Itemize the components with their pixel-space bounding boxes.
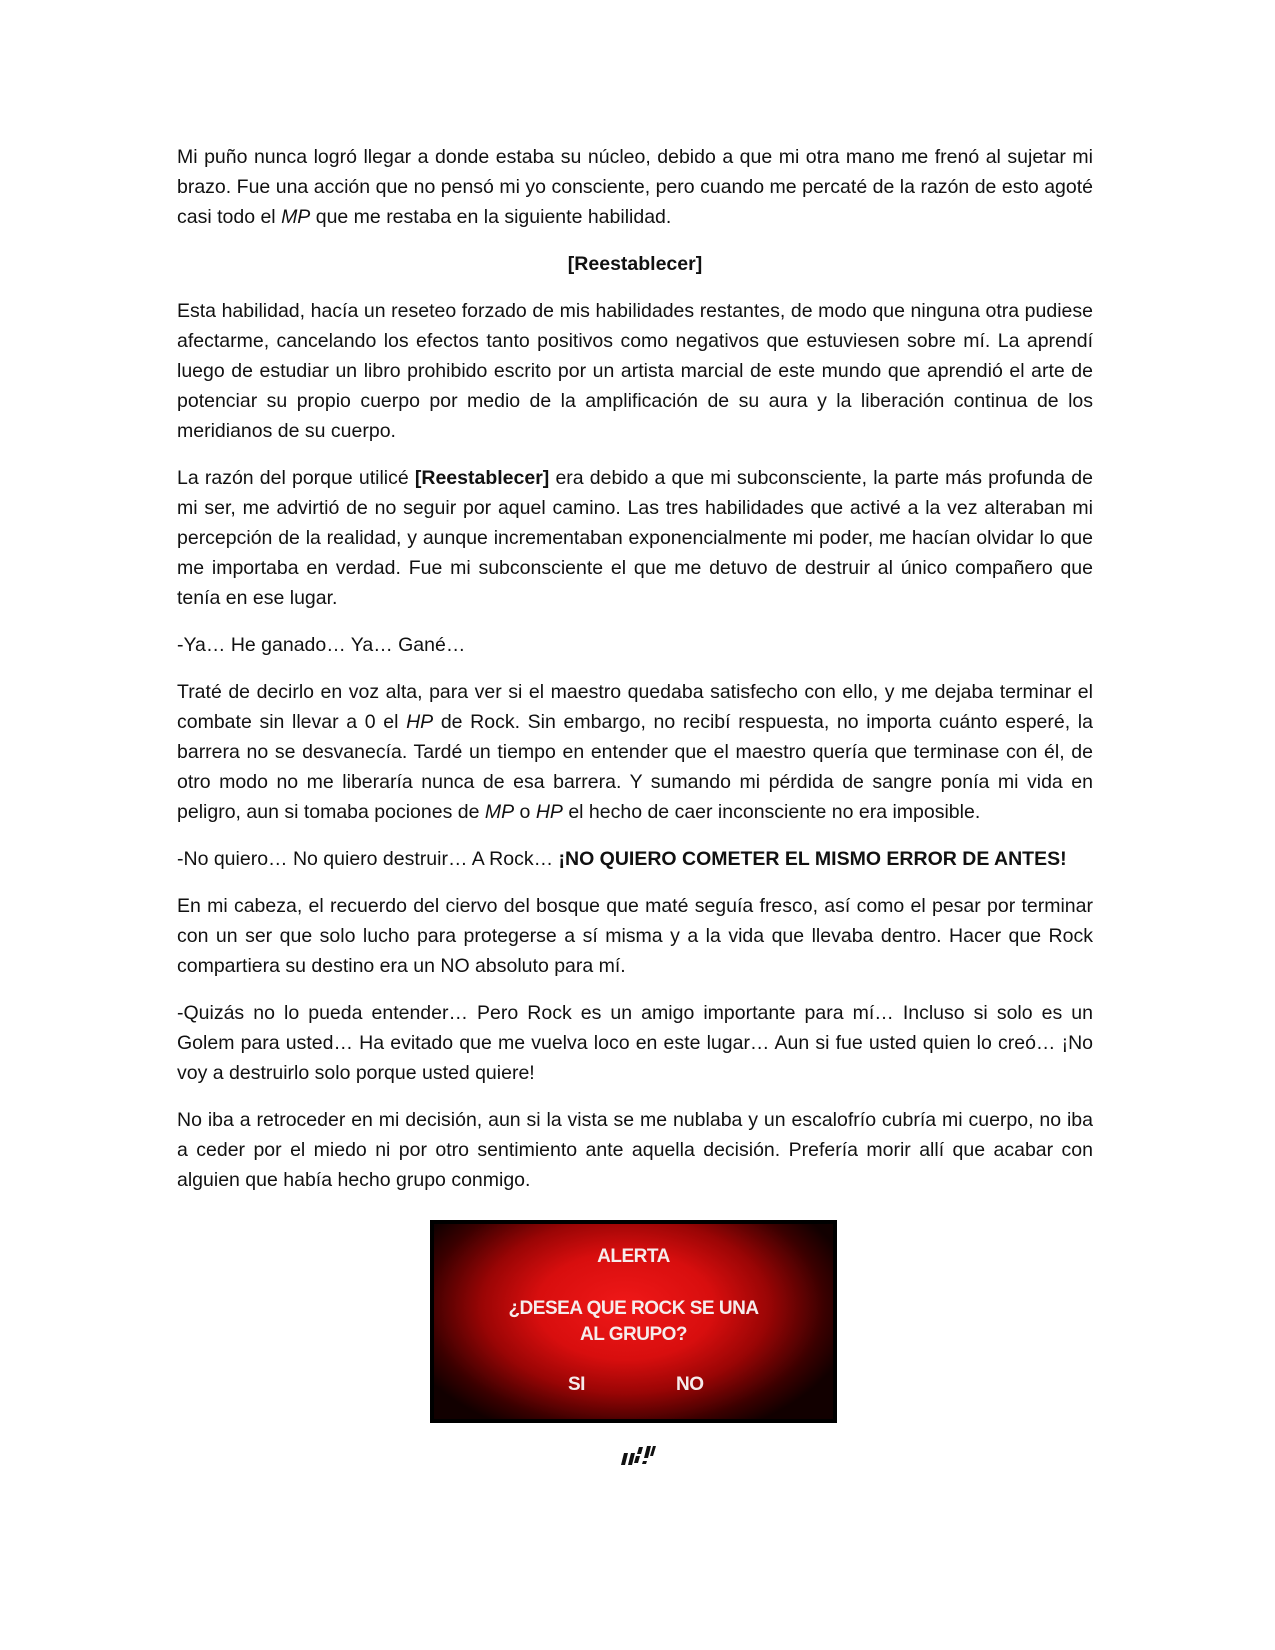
shout-bold: ¡NO QUIERO COMETER EL MISMO ERROR DE ANTES! (558, 848, 1067, 870)
text-segment: Esta habilidad, hacía un reseteo forzado de mis habilidades restantes, de modo que ninguna otra pudiese afectarme, cancelando los efectos tanto positivos como negativos que estuviesen sobre mí. La aprendí luego de estudiar un libro prohibido escrito por un artista marcial de este mundo que aprendió el arte de potenciar su propio cuerpo por medio de la amplificación de su aura y la liberación continua de los meridianos de su cuerpo. (177, 300, 1093, 442)
alert-question-line-1: ¿DESEA QUE ROCK SE UNA (508, 1298, 759, 1319)
alert-question-line-2: AL GRUPO? (579, 1324, 688, 1345)
alert-no-option: NO (676, 1374, 704, 1395)
paragraph-5 (177, 677, 1093, 827)
paragraph-1 (177, 142, 1093, 232)
paragraph-6-dialogue (177, 844, 1093, 874)
alert-title: ALERTA (597, 1246, 670, 1267)
dialogue-line: -No quiero… No quiero destruir… A Rock… (177, 848, 559, 870)
text-segment: Traté de decirlo en voz alta, para ver si el maestro quedaba satisfecho con ello, y me dejaba terminar el combate sin llevar a 0 el (177, 681, 1093, 733)
document-body (177, 142, 1093, 1195)
dialogue-line: -Ya… He ganado… Ya… Gané… (177, 634, 466, 656)
text-segment: el hecho de caer inconsciente no era imposible. (562, 801, 981, 823)
alert-panel (434, 1224, 833, 1419)
paragraph-9 (177, 1105, 1093, 1195)
term-hp: HP (406, 711, 434, 733)
text-segment: o (514, 801, 536, 823)
skill-heading (177, 249, 1093, 279)
skill-heading-text: [Reestablecer] (567, 253, 703, 275)
text-segment: No iba a retroceder en mi decisión, aun si la vista se me nublaba y un escalofrío cubría mi cuerpo, no iba a ceder por el miedo ni por otro sentimiento ante aquella decisión. Prefería morir allí que acabar con alguien que había hecho grupo conmigo. (177, 1109, 1093, 1191)
text-segment: Mi puño nunca logró llegar a donde estaba su núcleo, debido a que mi otra mano me frenó al sujetar mi brazo. Fue una acción que no pensó mi yo consciente, pero cuando me percaté de la razón de esto agoté casi todo el (177, 146, 1093, 228)
text-segment: La razón del porque utilicé (177, 467, 415, 489)
term-mp: MP (484, 801, 515, 823)
paragraph-3 (177, 463, 1093, 613)
paragraph-4-dialogue (177, 630, 1093, 660)
text-segment: de Rock. Sin embargo, no recibí respuesta, no importa cuánto esperé, la barrera no se desvanecía. Tardé un tiempo en entender que el maestro quería que terminase con él, de otro modo no me liberaría nunca de esa barrera. Y sumando mi pérdida de sangre ponía mi vida en peligro, aun si tomaba pociones de (177, 711, 1093, 823)
text-segment: que me restaba en la siguiente habilidad. (310, 206, 672, 228)
alert-image (430, 1220, 837, 1423)
skill-name-bold: [Reestablecer] (414, 467, 550, 489)
paragraph-2 (177, 296, 1093, 446)
alert-yes-option: SI (568, 1374, 585, 1395)
term-mp: MP (281, 206, 311, 228)
slashed-bars-ornament-icon (620, 1445, 656, 1467)
paragraph-8-dialogue (177, 998, 1093, 1088)
alert-question (434, 1296, 833, 1348)
term-hp: HP (535, 801, 563, 823)
text-segment: era debido a que mi subconsciente, la parte más profunda de mi ser, me advirtió de no seguir por aquel camino. Las tres habilidades que activé a la vez alteraban mi percepción de la realidad, y aunque incrementaban exponencialmente mi poder, me hacían olvidar lo que me importaba en verdad. Fue mi subconsciente el que me detuvo de destruir al único compañero que tenía en ese lugar. (177, 467, 1094, 609)
text-segment: En mi cabeza, el recuerdo del ciervo del bosque que maté seguía fresco, así como el pesar por terminar con un ser que solo lucho para protegerse a sí misma y a la vida que llevaba dentro. Hacer que Rock compartiera su destino era un NO absoluto para mí. (177, 895, 1093, 977)
paragraph-7 (177, 891, 1093, 981)
dialogue-line: -Quizás no lo pueda entender… Pero Rock es un amigo importante para mí… Incluso si solo es un Golem para usted… Ha evitado que me vuelva loco en este lugar… Aun si fue usted quien lo creó… ¡No voy a destruirlo solo porque usted quiere! (177, 1002, 1093, 1084)
